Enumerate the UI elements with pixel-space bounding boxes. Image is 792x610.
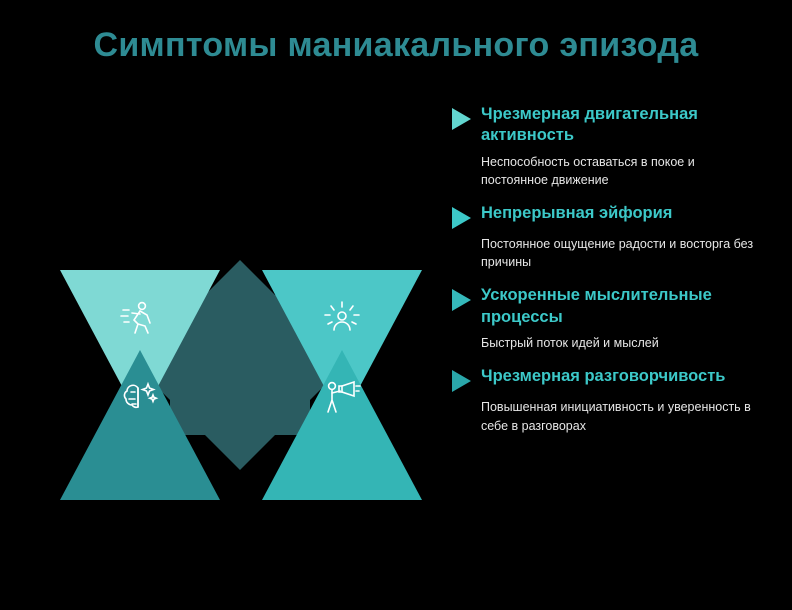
legend-item-title: Непрерывная эйфория xyxy=(481,204,673,223)
legend-item[interactable] xyxy=(452,203,762,271)
legend-item-title: Чрезмерная двигательная активность xyxy=(481,105,698,145)
legend-item-description: Повышенная инициативность и уверенность в себе в разговорах xyxy=(481,400,751,433)
legend-item-header xyxy=(452,203,762,229)
legend-item-description: Постоянное ощущение радости и восторга без причины xyxy=(481,237,754,270)
legend-item-header xyxy=(452,104,762,147)
legend-item-description: Неспособность оставаться в покое и постоянное движение xyxy=(481,154,695,187)
legend-item[interactable] xyxy=(452,366,762,434)
legend-item-header xyxy=(452,285,762,328)
legend-item-description: Быстрый поток идей и мыслей xyxy=(481,336,659,351)
legend-item-header xyxy=(452,366,762,392)
arrow-marker-icon xyxy=(452,370,471,392)
page-title: Симптомы маниакального эпизода xyxy=(93,26,699,64)
legend-item-title: Чрезмерная разговорчивость xyxy=(481,367,726,386)
legend-item-title: Ускоренные мыслительные процессы xyxy=(481,286,712,326)
arrow-marker-icon xyxy=(452,207,471,229)
legend-list xyxy=(452,104,762,449)
diagram-svg xyxy=(40,150,440,550)
legend-item[interactable] xyxy=(452,104,762,189)
symptoms-diagram xyxy=(40,150,440,550)
arrow-marker-icon xyxy=(452,289,471,311)
arrow-marker-icon xyxy=(452,108,471,130)
legend-item[interactable] xyxy=(452,285,762,352)
